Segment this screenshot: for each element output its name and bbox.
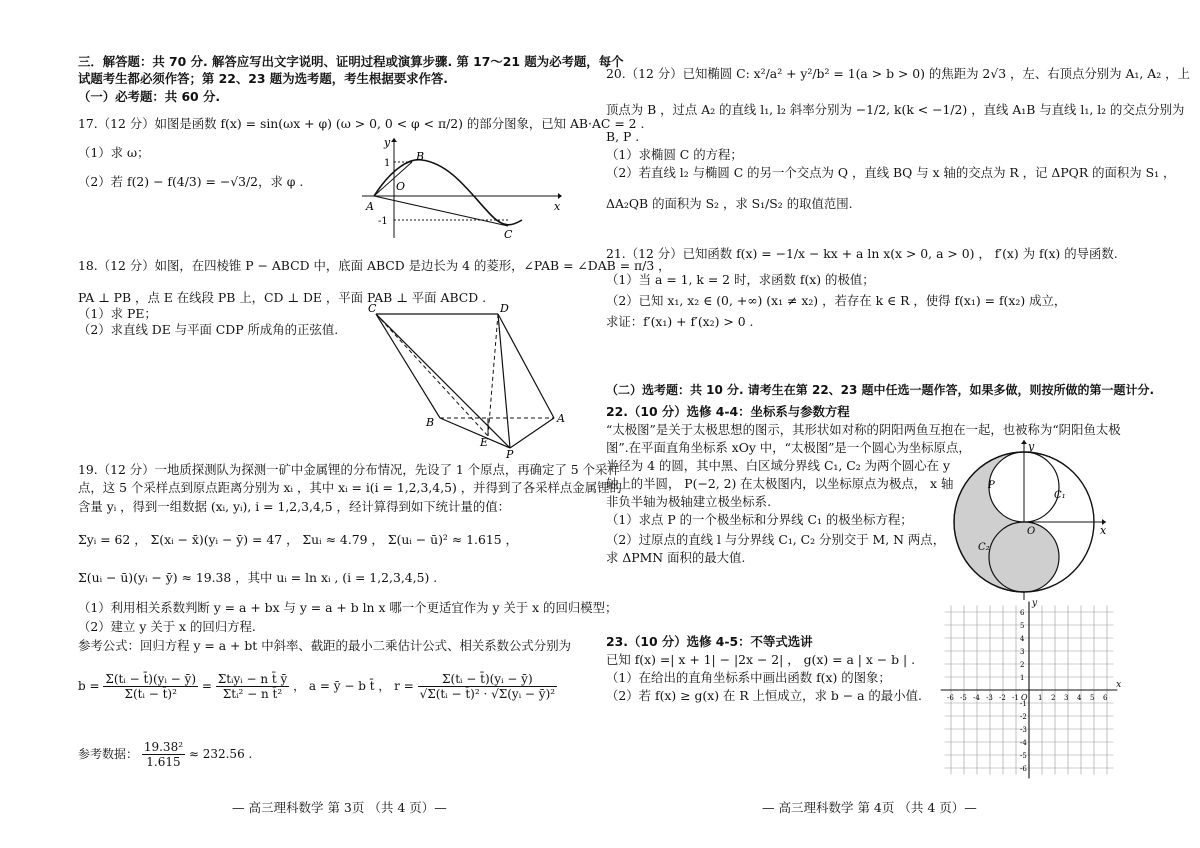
q23-x-tick: 1: [1038, 694, 1043, 702]
q18-label-A: A: [557, 412, 565, 425]
q23-y-tick: -2: [1020, 713, 1027, 721]
q23-y-tick: 6: [1020, 609, 1025, 617]
q19-formula-row: [78, 672, 557, 701]
q23-y-tick: -1: [1020, 700, 1027, 708]
q18-label-C: C: [368, 302, 377, 315]
q22-part2-line1: （2）过原点的直线 l 与分界线 C₁, C₂ 分别交于 M, N 两点，: [606, 532, 946, 547]
q22-title: 22.（10 分）选修 4-4：坐标系与参数方程: [606, 404, 850, 419]
q18-label-E: E: [480, 436, 489, 449]
q23-x-tick: -3: [986, 694, 993, 702]
q19-stem-line3: 含量 yᵢ ，得到一组数据 (xᵢ, yᵢ), i = 1,2,3,4,5 ，经计算得到如下统计量的值：: [78, 499, 511, 514]
q23-x-tick: 3: [1064, 694, 1069, 702]
q18-stem-line1: 18.（12 分）如图，在四棱锥 P − ABCD 中，底面 ABCD 是边长为 4 的菱形，∠PAB = ∠DAB = π/3 ，: [78, 258, 671, 273]
q23-x-tick: 2: [1051, 694, 1056, 702]
q20-part2-line2: ΔA₂QB 的面积为 S₂ ，求 S₁/S₂ 的取值范围.: [606, 196, 853, 211]
q23-y-tick: 5: [1020, 622, 1025, 630]
q19-ref-data-denominator: 1.615: [146, 755, 181, 769]
q21-part2: （2）已知 x₁, x₂ ∈ (0, +∞) (x₁ ≠ x₂) ，若存在 k ∈ R ，使得 f(x₁) = f(x₂) 成立，: [606, 293, 1067, 308]
page-3-footer: — 高三理科数学 第 3页 （共 4 页）—: [232, 800, 447, 815]
q22-part2-line2: 求 ΔPMN 面积的最大值.: [606, 550, 746, 565]
q18-pyramid-figure: [368, 300, 568, 460]
q17-axis-x: x: [554, 200, 561, 213]
q22-origin: O: [1027, 526, 1036, 537]
q19-formula-r-denominator: √Σ(tᵢ − t̄)² · √Σ(yᵢ − ȳ)²: [419, 687, 556, 701]
q23-y-tick: -5: [1020, 752, 1027, 760]
q22-point-P: P: [988, 480, 995, 491]
q19-formula-r-fraction: [418, 672, 557, 701]
section3-header-line1: 三．解答题：共 70 分. 解答应写出文字说明、证明过程或演算步骤. 第 17～21 题为必考题，每个: [78, 54, 624, 69]
q20-part1: （1）求椭圆 C 的方程；: [606, 147, 743, 162]
q19-formula-b2-denominator: Σtᵢ² − n t̄²: [222, 687, 283, 701]
q19-formula-b-numerator: Σ(tᵢ − t̄)(yᵢ − ȳ): [105, 672, 196, 686]
q19-formula-r-numerator: Σ(tᵢ − t̄)(yᵢ − ȳ): [418, 672, 557, 687]
q18-stem-line2: PA ⊥ PB ，点 E 在线段 PB 上，CD ⊥ DE ，平面 PAB ⊥ 平面 ABCD .: [78, 290, 487, 305]
q23-x-tick: -2: [999, 694, 1006, 702]
q17-tick-neg1: -1: [378, 216, 388, 227]
q17-part2: （2）若 f(2) − f(4/3) = −√3/2，求 φ .: [78, 174, 304, 189]
page-4: [606, 0, 1190, 848]
q17-label-A: A: [366, 200, 374, 213]
q18-part2: （2）求直线 DE 与平面 CDP 所成角的正弦值.: [78, 322, 339, 337]
q19-stats-line1: Σyᵢ = 62 ， Σ(xᵢ − x̄)(yᵢ − ȳ) = 47 ， Σuᵢ ≈ 4.79 ， Σ(uᵢ − ū)² ≈ 1.615 ，: [78, 532, 518, 547]
q20-part2-line1: （2）若直线 l₂ 与椭圆 C 的另一个交点为 Q ，直线 BQ 与 x 轴的交点为 R ，记 ΔPQR 的面积为 S₁ ，: [606, 165, 1176, 180]
q23-part1: （1）在给出的直角坐标系中画出函数 f(x) 的图象；: [606, 670, 891, 685]
q18-label-P: P: [506, 448, 514, 461]
q23-y-tick: -6: [1020, 765, 1027, 773]
q19-ref-data-label: 参考数据：: [78, 747, 139, 761]
q19-formula-b-fraction: [103, 672, 198, 701]
q20-stem-line1: 20.（12 分）已知椭圆 C: x²/a² + y²/b² = 1(a > b > 0) 的焦距为 2√3 ，左、右顶点分别为 A₁, A₂ ，上: [606, 66, 1190, 81]
q22-line3: 半径为 4 的圆，其中黑、白区域分界线 C₁, C₂ 为两个圆心在 y: [606, 458, 950, 473]
q17-label-O: O: [396, 180, 406, 193]
q23-y-tick: 3: [1020, 648, 1025, 656]
q19-formula-b2-numerator: Σtᵢyᵢ − n t̄ ȳ: [217, 672, 288, 686]
q22-line1: “太极图”是关于太极思想的图示，其形状如对称的阴阳两鱼互抱在一起，也被称为“阴阳鱼太极: [606, 422, 1121, 437]
q23-part2: （2）若 f(x) ≥ g(x) 在 R 上恒成立，求 b − a 的最小值.: [606, 688, 922, 703]
q17-label-C: C: [504, 228, 513, 241]
q23-x-tick: 6: [1103, 694, 1108, 702]
q23-y-tick: -4: [1020, 739, 1027, 747]
q17-part1: （1）求 ω；: [78, 145, 150, 160]
q22-line5: 非负半轴为极轴建立极坐标系.: [606, 494, 772, 509]
q17-sine-figure: [362, 136, 562, 241]
q23-x-tick: -1: [1012, 694, 1019, 702]
q19-reference-data: [78, 740, 252, 769]
q19-ref-data-numerator: 19.38²: [143, 740, 184, 754]
q23-x-tick: 4: [1077, 694, 1082, 702]
page-4-footer: — 高三理科数学 第 4页 （共 4 页）—: [762, 800, 977, 815]
q23-axis-x: x: [1116, 680, 1122, 690]
q23-y-tick: 1: [1020, 674, 1025, 682]
q19-formula-a: ， a = ȳ − b t̄ ， r =: [293, 679, 414, 693]
q17-stem: 17.（12 分）如图是函数 f(x) = sin(ωx + φ) (ω > 0, 0 < φ < π/2) 的部分图象，已知 AB·AC = 2 .: [78, 116, 645, 131]
q19-stem-line2: 点，这 5 个采样点到原点距离分别为 xᵢ ，其中 xᵢ = i(i = 1,2,3,4,5) ，并得到了各采样点金属锂的: [78, 480, 622, 495]
q20-stem-line2: 顶点为 B ，过点 A₂ 的直线 l₁, l₂ 斜率分别为 −1/2, k(k < −1/2) ，直线 A₁B 与直线 l₁, l₂ 的交点分别为: [606, 102, 1185, 117]
q19-ref-data-value: ≈ 232.56 .: [188, 747, 253, 761]
q17-axis-y: y: [384, 136, 391, 149]
q19-formula-equals: =: [201, 679, 212, 693]
q23-x-tick: 5: [1090, 694, 1095, 702]
q19-part1: （1）利用相关系数判断 y = a + bx 与 y = a + b ln x 哪一个更适宜作为 y 关于 x 的回归模型；: [78, 600, 618, 615]
q21-part1: （1）当 a = 1, k = 2 时，求函数 f(x) 的极值；: [606, 272, 875, 287]
q19-reference-formulas-intro: 参考公式：回归方程 y = a + bt 中斜率、截距的最小二乘估计公式、相关系数公式分别为: [78, 638, 571, 653]
q22-taiji-figure: [954, 440, 1114, 600]
q23-axis-y: y: [1032, 598, 1038, 609]
q19-part2: （2）建立 y 关于 x 的回归方程.: [78, 619, 256, 634]
q23-y-tick: -3: [1020, 726, 1027, 734]
q17-tick-1: 1: [384, 158, 391, 169]
q22-axis-x: x: [1100, 524, 1107, 537]
part1-title: （一）必考题：共 60 分.: [78, 89, 221, 104]
q23-origin: O: [1021, 693, 1028, 702]
q19-formula-b-label: b =: [78, 679, 100, 693]
section3-header-line2: 试题考生都必须作答；第 22、23 题为选考题，考生根据要求作答.: [78, 71, 448, 86]
q22-curve-C2: C₂: [978, 542, 990, 553]
q22-part1: （1）求点 P 的一个极坐标和分界线 C₁ 的极坐标方程；: [606, 512, 913, 527]
q18-label-D: D: [500, 302, 509, 315]
q22-curve-C1: C₁: [1054, 490, 1066, 501]
q17-label-B: B: [416, 150, 425, 163]
q22-line2: 图”.在平面直角坐标系 xOy 中，“太极图”是一个圆心为坐标原点，: [606, 440, 971, 455]
q19-ref-data-fraction: [142, 740, 185, 769]
q23-coordinate-grid: [938, 600, 1120, 776]
q18-part1: （1）求 PE；: [78, 306, 157, 321]
q23-x-tick: -4: [973, 694, 980, 702]
q21-stem: 21.（12 分）已知函数 f(x) = −1/x − kx + a ln x(x > 0, a > 0) ， f′(x) 为 f(x) 的导函数.: [606, 246, 1118, 261]
q23-y-tick: 4: [1020, 635, 1025, 643]
q23-x-tick: -6: [947, 694, 954, 702]
q23-x-tick: -5: [960, 694, 967, 702]
q19-formula-b2-fraction: [216, 672, 290, 701]
q23-title: 23.（10 分）选修 4-5：不等式选讲: [606, 634, 813, 649]
q23-stem: 已知 f(x) =| x + 1| − |2x − 2| ， g(x) = a | x − b | .: [606, 652, 916, 667]
q19-stats-line2: Σ(uᵢ − ū)(yᵢ − ȳ) ≈ 19.38 ，其中 uᵢ = ln xᵢ , (i = 1,2,3,4,5) .: [78, 570, 438, 585]
q22-axis-y: y: [1028, 440, 1035, 453]
q20-stem-line3: B, P .: [606, 129, 640, 144]
q21-part3: 求证：f′(x₁) + f′(x₂) > 0 .: [606, 314, 754, 329]
q22-line4: 轴上的半圆， P(−2, 2) 在太极图内，以坐标原点为极点， x 轴: [606, 476, 954, 491]
q23-y-tick: 2: [1020, 661, 1025, 669]
part2-title: （二）选考题：共 10 分. 请考生在第 22、23 题中任选一题作答，如果多做，则按所做的第一题计分.: [606, 383, 1155, 397]
q19-formula-b-denominator: Σ(tᵢ − t̄)²: [124, 687, 177, 701]
q19-stem-line1: 19.（12 分）一地质探测队为探测一矿中金属锂的分布情况，先设了 1 个原点，再确定了 5 个采样: [78, 462, 620, 477]
q18-label-B: B: [426, 416, 435, 429]
